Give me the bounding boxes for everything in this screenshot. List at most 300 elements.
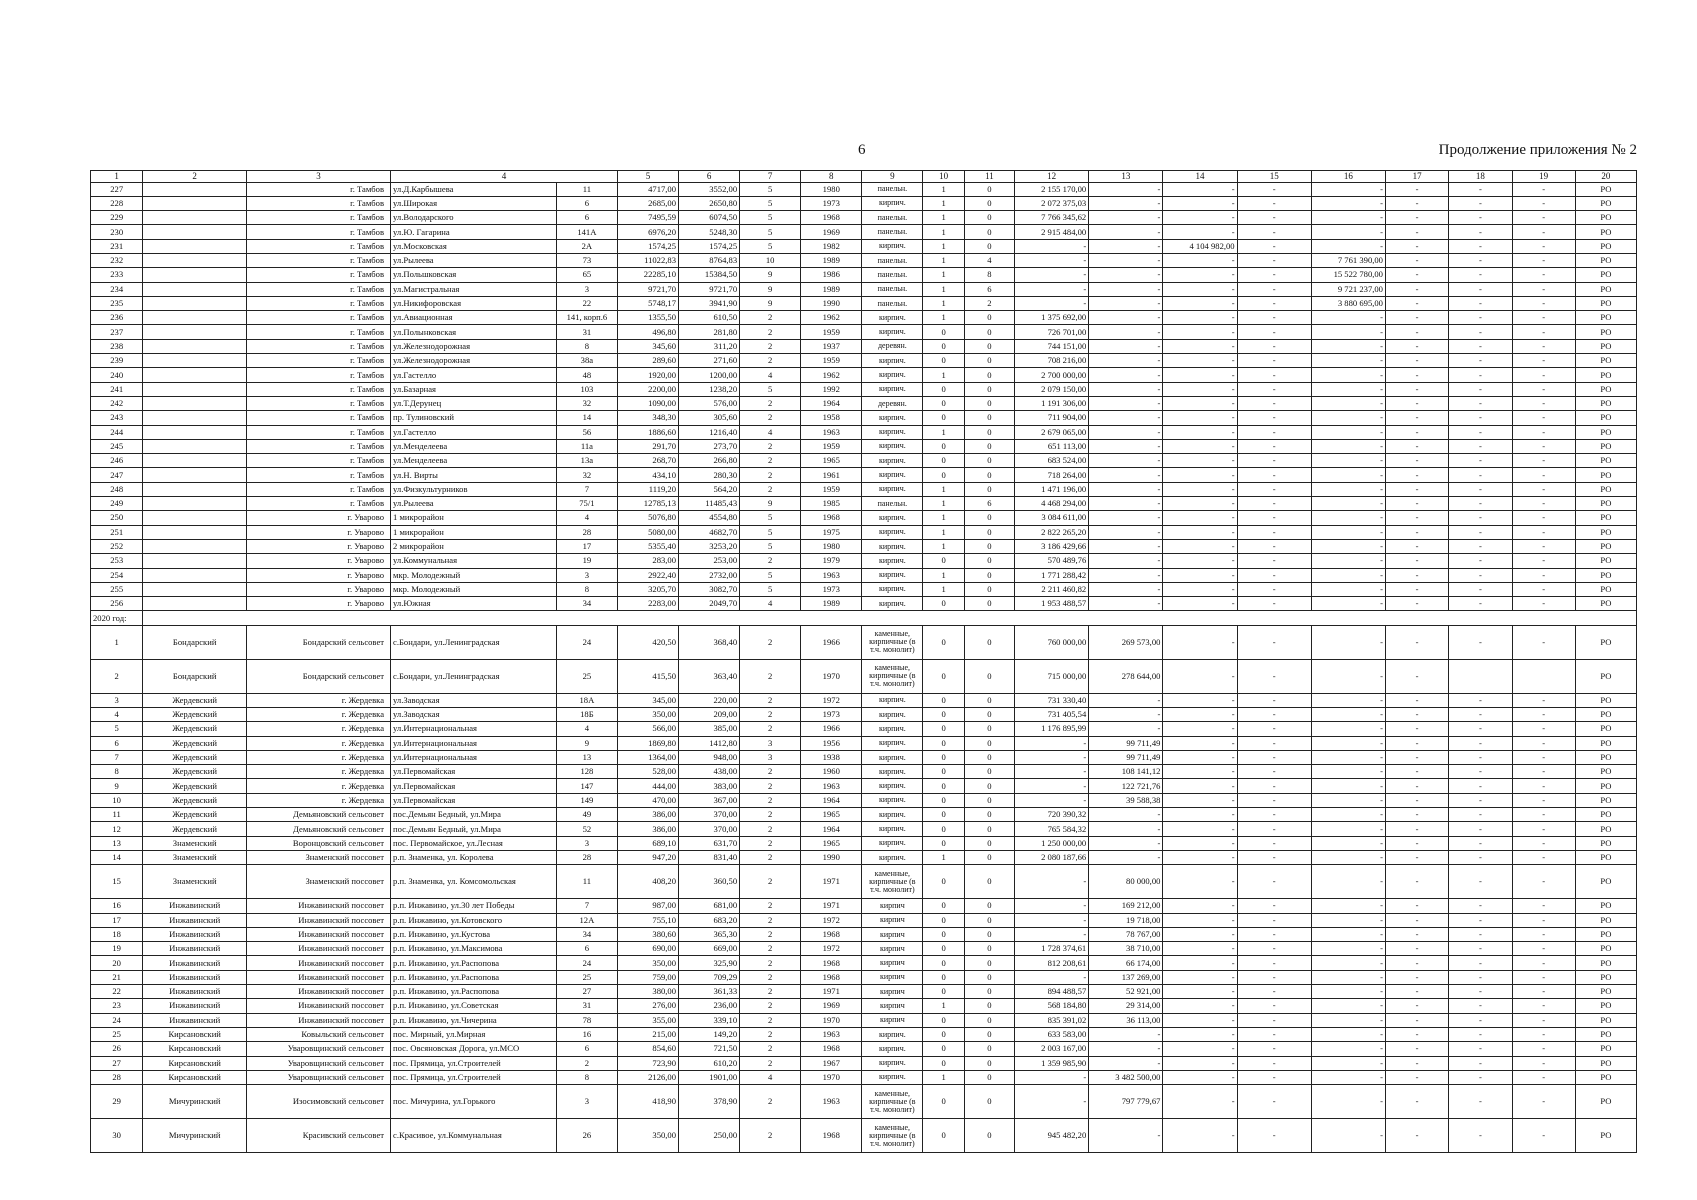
table-cell: - [1449, 396, 1512, 410]
column-number-header: 5 [617, 171, 678, 183]
table-cell: - [1385, 999, 1448, 1013]
table-cell: - [1163, 382, 1237, 396]
table-cell: Изосимовский сельсовет [247, 1085, 391, 1119]
table-cell: 2 [740, 942, 801, 956]
table-cell: - [1089, 597, 1163, 611]
table-cell: - [1163, 182, 1237, 196]
table-cell: - [1089, 1027, 1163, 1041]
table-cell: 4 [91, 708, 143, 722]
table-cell: - [1163, 822, 1237, 836]
table-cell: 38 710,00 [1089, 942, 1163, 956]
table-cell: 1 [923, 850, 964, 864]
table-cell: 360,50 [679, 865, 740, 899]
table-cell: - [1237, 568, 1311, 582]
table-cell: 0 [923, 1027, 964, 1041]
table-cell: 253,00 [679, 554, 740, 568]
table-cell: 141, корп.6 [556, 311, 617, 325]
table-cell: 1979 [801, 554, 862, 568]
table-cell: 19 [556, 554, 617, 568]
table-cell: 2 [740, 722, 801, 736]
table-cell: 2 [740, 1119, 801, 1153]
table-cell: г. Тамбов [247, 211, 391, 225]
table-cell: - [1311, 568, 1385, 582]
table-cell: - [1089, 354, 1163, 368]
table-cell: 0 [923, 793, 964, 807]
table-cell: - [1311, 497, 1385, 511]
table-cell: 1969 [801, 999, 862, 1013]
table-cell: - [1015, 927, 1089, 941]
table-cell: - [1311, 913, 1385, 927]
table-cell: 273,70 [679, 439, 740, 453]
table-cell: Жердевский [143, 808, 247, 822]
table-cell: - [1385, 525, 1448, 539]
section-label: 2020 год: [91, 611, 143, 625]
table-cell: РО [1575, 411, 1636, 425]
table-cell: - [1385, 211, 1448, 225]
table-cell: - [1449, 850, 1512, 864]
table-cell: 24 [91, 1013, 143, 1027]
table-cell: - [1237, 736, 1311, 750]
table-cell: РО [1575, 282, 1636, 296]
table-cell: 2049,70 [679, 597, 740, 611]
table-cell: г. Тамбов [247, 439, 391, 453]
table-cell: 1968 [801, 211, 862, 225]
table-cell: - [1449, 1070, 1512, 1084]
table-cell: - [1311, 899, 1385, 913]
table-cell: 610,50 [679, 311, 740, 325]
table-row [91, 850, 1637, 864]
table-cell: Уваровщинский сельсовет [247, 1056, 391, 1070]
table-cell: кирпич. [862, 454, 923, 468]
table-cell: кирпич. [862, 708, 923, 722]
table-cell: 5 [740, 382, 801, 396]
table-cell: г. Тамбов [247, 268, 391, 282]
table-cell: 268,70 [617, 454, 678, 468]
table-cell: - [1163, 196, 1237, 210]
table-cell: 11 [91, 808, 143, 822]
table-cell: 12785,13 [617, 497, 678, 511]
table-cell: - [1385, 325, 1448, 339]
table-cell: мкр. Молодежный [391, 568, 557, 582]
table-cell: ул.Полынковская [391, 325, 557, 339]
table-cell: Бондарский [143, 625, 247, 659]
table-cell: - [1237, 182, 1311, 196]
table-cell: 13 [91, 836, 143, 850]
table-cell: - [1512, 942, 1575, 956]
table-cell: 1973 [801, 196, 862, 210]
table-cell: - [1512, 268, 1575, 282]
table-cell: г. Жердевка [247, 736, 391, 750]
table-cell: ул.Интернациональная [391, 750, 557, 764]
table-cell: - [1385, 659, 1448, 693]
table-cell: - [1449, 822, 1512, 836]
table-cell: Инжавинский [143, 913, 247, 927]
table-cell: - [1089, 225, 1163, 239]
table-cell: - [1512, 253, 1575, 267]
table-cell: 378,90 [679, 1085, 740, 1119]
table-cell: 0 [923, 970, 964, 984]
table-cell [143, 382, 247, 396]
table-cell: 0 [923, 1042, 964, 1056]
table-cell: - [1089, 708, 1163, 722]
table-cell: 56 [556, 425, 617, 439]
table-cell [143, 296, 247, 310]
table-cell: - [1449, 268, 1512, 282]
table-cell: 2650,80 [679, 196, 740, 210]
table-cell: Кирсановский [143, 1056, 247, 1070]
table-cell: 1364,00 [617, 750, 678, 764]
table-cell: 669,00 [679, 942, 740, 956]
table-cell: 4 468 294,00 [1015, 497, 1089, 511]
table-cell: 0 [923, 1119, 964, 1153]
table-cell: 231 [91, 239, 143, 253]
table-cell: 3 [91, 693, 143, 707]
table-cell: 99 711,49 [1089, 750, 1163, 764]
table-cell: г. Тамбов [247, 225, 391, 239]
table-cell: 4 [740, 425, 801, 439]
column-number-header: 20 [1575, 171, 1636, 183]
table-cell: - [1449, 1027, 1512, 1041]
table-cell: РО [1575, 268, 1636, 282]
table-cell: 209,00 [679, 708, 740, 722]
table-cell: - [1311, 439, 1385, 453]
table-cell: 363,40 [679, 659, 740, 693]
table-cell: 2685,00 [617, 196, 678, 210]
table-cell: 75/1 [556, 497, 617, 511]
table-cell: - [1089, 239, 1163, 253]
table-cell: Инжавинский поссовет [247, 927, 391, 941]
table-cell: 0 [923, 454, 964, 468]
table-cell: 1886,60 [617, 425, 678, 439]
table-cell: 2 [740, 836, 801, 850]
table-cell: 0 [923, 411, 964, 425]
table-cell: 1970 [801, 1070, 862, 1084]
table-cell: 5 [740, 225, 801, 239]
table-cell: 2 [740, 411, 801, 425]
table-cell: 2126,00 [617, 1070, 678, 1084]
table-cell: 238 [91, 339, 143, 353]
table-cell: 0 [964, 597, 1014, 611]
table-cell: 9 [556, 736, 617, 750]
table-cell: 1963 [801, 568, 862, 582]
table-cell: г. Уварово [247, 568, 391, 582]
table-cell: 242 [91, 396, 143, 410]
table-cell: - [1512, 325, 1575, 339]
table-cell: - [1089, 182, 1163, 196]
table-row [91, 659, 1637, 693]
table-cell: 1412,80 [679, 736, 740, 750]
table-cell: 3 [556, 1085, 617, 1119]
table-cell: - [1449, 999, 1512, 1013]
table-cell: 386,00 [617, 808, 678, 822]
table-cell: кирпич. [862, 468, 923, 482]
table-cell: - [1449, 482, 1512, 496]
table-cell: РО [1575, 736, 1636, 750]
table-cell: 28 [556, 525, 617, 539]
table-cell: 566,00 [617, 722, 678, 736]
table-cell: кирпич. [862, 597, 923, 611]
table-cell: 251 [91, 525, 143, 539]
column-number-header: 12 [1015, 171, 1089, 183]
table-cell: - [1385, 582, 1448, 596]
table-cell: - [1385, 439, 1448, 453]
table-row [91, 268, 1637, 282]
table-cell: - [1449, 942, 1512, 956]
table-cell: - [1512, 1070, 1575, 1084]
table-cell: 32 [556, 468, 617, 482]
table-cell: 1938 [801, 750, 862, 764]
table-cell: 1965 [801, 836, 862, 850]
table-cell: 245 [91, 439, 143, 453]
table-cell: - [1237, 325, 1311, 339]
table-cell: 633 583,00 [1015, 1027, 1089, 1041]
table-cell: 5748,17 [617, 296, 678, 310]
table-cell: кирпич. [862, 736, 923, 750]
table-cell: - [1237, 339, 1311, 353]
table-cell: 1901,00 [679, 1070, 740, 1084]
table-cell: - [1385, 625, 1448, 659]
table-cell: - [1311, 808, 1385, 822]
table-cell: РО [1575, 1027, 1636, 1041]
table-row [91, 1085, 1637, 1119]
table-cell: РО [1575, 339, 1636, 353]
table-cell: - [1163, 568, 1237, 582]
table-cell [143, 182, 247, 196]
table-cell: - [1015, 779, 1089, 793]
table-cell: 380,60 [617, 927, 678, 941]
table-cell: - [1163, 311, 1237, 325]
table-cell: 103 [556, 382, 617, 396]
table-cell: - [1385, 970, 1448, 984]
table-cell: 718 264,00 [1015, 468, 1089, 482]
table-cell: - [1311, 822, 1385, 836]
table-cell: 1 микрорайон [391, 511, 557, 525]
table-cell: Мичуринский [143, 1119, 247, 1153]
table-cell: 9 [91, 779, 143, 793]
table-cell: - [1237, 708, 1311, 722]
table-cell: - [1015, 253, 1089, 267]
table-cell: - [1089, 582, 1163, 596]
table-cell: 2 915 484,00 [1015, 225, 1089, 239]
table-cell: ул.Менделеева [391, 454, 557, 468]
table-cell: 1 [923, 211, 964, 225]
table-cell: 8 [556, 1070, 617, 1084]
table-cell: 246 [91, 454, 143, 468]
table-cell: г. Тамбов [247, 425, 391, 439]
table-cell: - [1015, 899, 1089, 913]
table-cell: - [1237, 999, 1311, 1013]
table-cell: 0 [923, 942, 964, 956]
table-cell [143, 411, 247, 425]
table-cell: 2 [740, 1042, 801, 1056]
table-cell: 8 [556, 339, 617, 353]
table-cell: кирпич. [862, 382, 923, 396]
table-cell: - [1237, 942, 1311, 956]
table-cell: 0 [964, 836, 1014, 850]
table-cell: 759,00 [617, 970, 678, 984]
table-cell: 434,10 [617, 468, 678, 482]
table-cell: - [1089, 282, 1163, 296]
column-number-header: 18 [1449, 171, 1512, 183]
table-cell: - [1385, 1085, 1448, 1119]
table-cell: 894 488,57 [1015, 985, 1089, 999]
table-cell: г. Тамбов [247, 482, 391, 496]
table-cell: 0 [964, 765, 1014, 779]
table-cell: 5080,00 [617, 525, 678, 539]
table-cell: 27 [91, 1056, 143, 1070]
table-cell: 731 330,40 [1015, 693, 1089, 707]
table-cell: 0 [964, 339, 1014, 353]
table-cell: 631,70 [679, 836, 740, 850]
table-row [91, 554, 1637, 568]
table-cell: РО [1575, 396, 1636, 410]
table-cell: - [1089, 439, 1163, 453]
table-cell: 576,00 [679, 396, 740, 410]
table-cell: ул.Широкая [391, 196, 557, 210]
table-cell: - [1089, 525, 1163, 539]
column-number-header: 17 [1385, 171, 1448, 183]
table-cell: - [1385, 750, 1448, 764]
table-cell: 0 [923, 1085, 964, 1119]
table-cell: 0 [964, 956, 1014, 970]
table-cell: РО [1575, 253, 1636, 267]
table-cell: - [1163, 808, 1237, 822]
table-cell: 5 [740, 525, 801, 539]
table-cell: - [1449, 368, 1512, 382]
table-cell: кирпич [862, 927, 923, 941]
table-cell: - [1449, 1042, 1512, 1056]
table-cell: г. Тамбов [247, 339, 391, 353]
table-cell: 0 [923, 625, 964, 659]
table-cell: 0 [964, 511, 1014, 525]
table-cell: - [1311, 196, 1385, 210]
table-row [91, 196, 1637, 210]
table-cell: - [1015, 239, 1089, 253]
table-cell: 2 [740, 554, 801, 568]
table-cell: - [1015, 268, 1089, 282]
table-cell: г. Тамбов [247, 368, 391, 382]
table-cell: 470,00 [617, 793, 678, 807]
table-cell: - [1449, 597, 1512, 611]
table-cell: 278 644,00 [1089, 659, 1163, 693]
table-cell: - [1512, 582, 1575, 596]
table-cell: 0 [923, 913, 964, 927]
table-cell: 6 [556, 1042, 617, 1056]
table-cell: 27 [556, 985, 617, 999]
table-cell: 6 [556, 196, 617, 210]
table-cell: - [1449, 439, 1512, 453]
table-cell: - [1237, 554, 1311, 568]
table-cell: - [1311, 793, 1385, 807]
table-cell: РО [1575, 850, 1636, 864]
table-cell: 0 [964, 368, 1014, 382]
table-cell: 350,00 [617, 956, 678, 970]
table-cell: 5 [740, 196, 801, 210]
table-cell: пос. Овсяновская Дорога, ул.МСО [391, 1042, 557, 1056]
table-cell: - [1449, 339, 1512, 353]
table-cell [143, 225, 247, 239]
table-cell: 2А [556, 239, 617, 253]
table-cell: Знаменский [143, 836, 247, 850]
table-cell: 6 [91, 736, 143, 750]
table-cell: 2 080 187,66 [1015, 850, 1089, 864]
table-cell: 755,10 [617, 913, 678, 927]
table-cell: - [1449, 253, 1512, 267]
table-cell: 4 104 982,00 [1163, 239, 1237, 253]
table-cell: РО [1575, 750, 1636, 764]
table-cell: кирпич. [862, 1070, 923, 1084]
table-cell: г. Жердевка [247, 779, 391, 793]
table-cell: 0 [964, 750, 1014, 764]
table-cell: - [1385, 354, 1448, 368]
table-cell: 0 [964, 736, 1014, 750]
table-cell: 0 [964, 311, 1014, 325]
table-cell: - [1449, 927, 1512, 941]
table-cell: г. Тамбов [247, 196, 391, 210]
table-cell: г. Тамбов [247, 411, 391, 425]
table-cell: РО [1575, 311, 1636, 325]
table-cell: Воронцовский сельсовет [247, 836, 391, 850]
table-cell: - [1385, 1027, 1448, 1041]
table-cell: - [1449, 539, 1512, 553]
table-cell: 1959 [801, 325, 862, 339]
table-cell: 14 [556, 411, 617, 425]
table-cell: 2 822 265,20 [1015, 525, 1089, 539]
table-cell: 254 [91, 568, 143, 582]
table-cell [143, 239, 247, 253]
table-cell: 291,70 [617, 439, 678, 453]
table-cell: Жердевский [143, 779, 247, 793]
table-cell: - [1311, 482, 1385, 496]
table-cell: - [1311, 750, 1385, 764]
table-row [91, 625, 1637, 659]
table-cell: - [1449, 239, 1512, 253]
table-cell: р.п. Инжавино, ул.Чичерина [391, 1013, 557, 1027]
table-cell: 0 [964, 539, 1014, 553]
table-cell: Инжавинский поссовет [247, 956, 391, 970]
table-cell: - [1163, 1070, 1237, 1084]
table-row [91, 568, 1637, 582]
table-cell: 38а [556, 354, 617, 368]
table-cell: 26 [91, 1042, 143, 1056]
table-cell: Инжавинский [143, 985, 247, 999]
table-cell: ул.Гастелло [391, 368, 557, 382]
table-cell: 1980 [801, 182, 862, 196]
table-row [91, 211, 1637, 225]
table-cell: РО [1575, 899, 1636, 913]
table-cell: ул.Володарского [391, 211, 557, 225]
table-row [91, 1027, 1637, 1041]
table-cell [143, 268, 247, 282]
table-cell: 0 [964, 1070, 1014, 1084]
table-cell: 3253,20 [679, 539, 740, 553]
table-cell: 721,50 [679, 1042, 740, 1056]
table-row [91, 722, 1637, 736]
table-cell: - [1311, 985, 1385, 999]
table-cell: - [1015, 736, 1089, 750]
table-cell: - [1385, 765, 1448, 779]
table-cell: 0 [964, 985, 1014, 999]
table-cell: 2 [740, 354, 801, 368]
table-cell: - [1163, 482, 1237, 496]
table-cell: - [1089, 722, 1163, 736]
table-cell: - [1163, 339, 1237, 353]
table-row [91, 808, 1637, 822]
table-cell: 0 [923, 597, 964, 611]
table-cell: 247 [91, 468, 143, 482]
table-cell: 0 [964, 554, 1014, 568]
table-cell: - [1449, 750, 1512, 764]
